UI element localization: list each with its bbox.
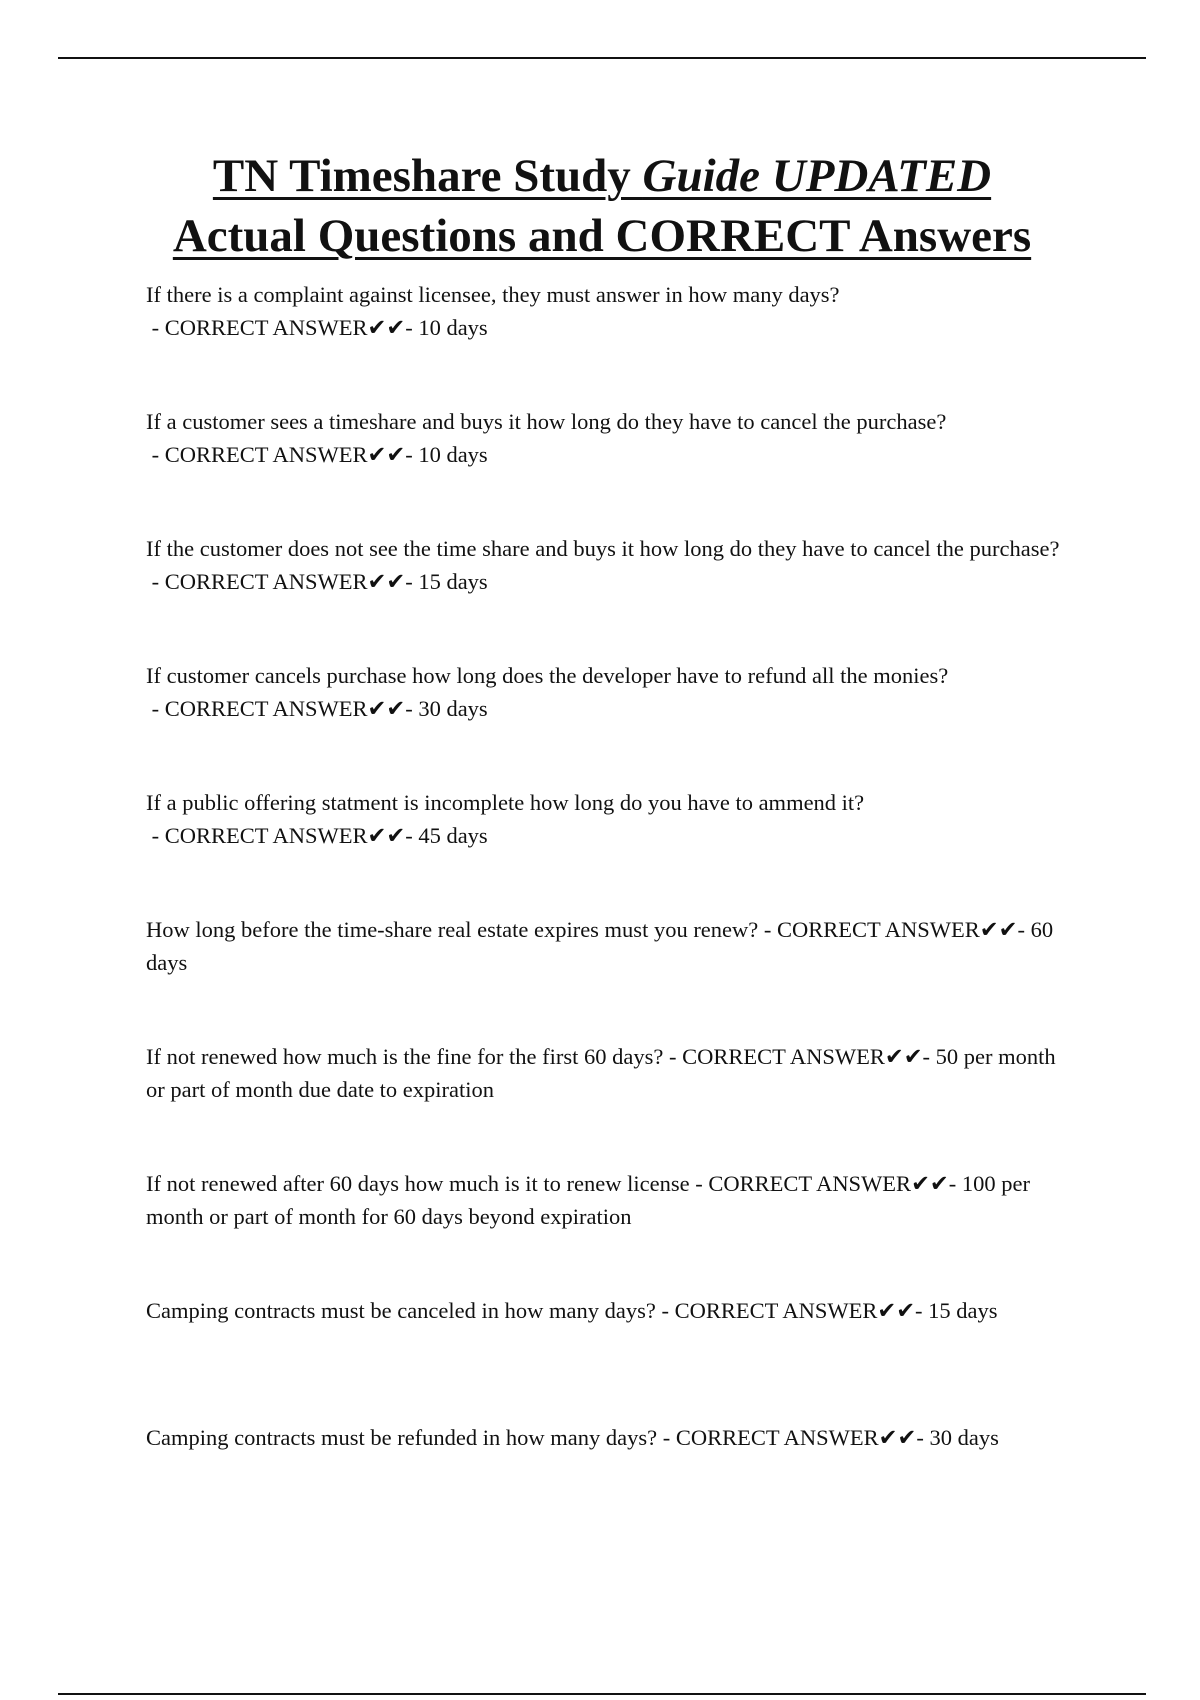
answer-text: 15 days xyxy=(418,569,488,594)
answer-text: 30 days xyxy=(929,1425,999,1450)
correct-answer-marker: - CORRECT ANSWER✔✔- xyxy=(657,1425,930,1450)
answer-text: 30 days xyxy=(418,696,488,721)
question-text: Camping contracts must be refunded in how many days? xyxy=(146,1425,658,1450)
qa-item xyxy=(146,913,1066,979)
qa-item xyxy=(146,532,1066,598)
qa-item xyxy=(146,1167,1066,1233)
title-line-2: Actual Questions and CORRECT Answers xyxy=(172,210,1032,262)
answer-text: 10 days xyxy=(418,315,488,340)
question-text: How long before the time-share real estate expires must you renew? xyxy=(146,917,759,942)
correct-answer-marker: - CORRECT ANSWER✔✔- xyxy=(146,315,419,340)
answer-text: 15 days xyxy=(928,1298,998,1323)
correct-answer-marker: - CORRECT ANSWER✔✔- xyxy=(146,696,419,721)
answer-text: 50 per month or part of month due date to expiration xyxy=(146,1044,1056,1102)
qa-item xyxy=(146,786,1066,852)
question-text: If customer cancels purchase how long does the developer have to refund all the monies? xyxy=(146,663,949,688)
question-text: If there is a complaint against licensee, they must answer in how many days? xyxy=(146,282,840,307)
question-text: If the customer does not see the time share and buys it how long do they have to cancel the purchase? xyxy=(146,536,1060,561)
title-text-regular: TN Timeshare Study xyxy=(212,150,643,202)
correct-answer-marker: - CORRECT ANSWER✔✔- xyxy=(663,1044,936,1069)
qa-item xyxy=(146,1421,1066,1487)
qa-item xyxy=(146,659,1066,725)
question-answer-list xyxy=(146,278,1066,1548)
bottom-divider xyxy=(58,1693,1146,1695)
question-text: Camping contracts must be canceled in how many days? xyxy=(146,1298,656,1323)
question-text: If not renewed how much is the fine for the first 60 days? xyxy=(146,1044,664,1069)
top-divider xyxy=(58,57,1146,59)
qa-item xyxy=(146,278,1066,344)
title-text-italic: Guide UPDATED xyxy=(642,150,992,202)
title-line-1 xyxy=(58,146,1146,206)
answer-text: 45 days xyxy=(418,823,488,848)
answer-text: 60 days xyxy=(146,917,1054,975)
correct-answer-marker: - CORRECT ANSWER✔✔- xyxy=(655,1298,929,1323)
qa-item xyxy=(146,405,1066,471)
question-text: If a customer sees a timeshare and buys it how long do they have to cancel the purchase? xyxy=(146,409,947,434)
qa-item xyxy=(146,1040,1066,1106)
question-text: If a public offering statment is incomplete how long do you have to ammend it? xyxy=(146,790,865,815)
correct-answer-marker: - CORRECT ANSWER✔✔- xyxy=(689,1171,962,1196)
correct-answer-marker: - CORRECT ANSWER✔✔- xyxy=(146,442,419,467)
document-title xyxy=(58,146,1146,266)
question-text: If not renewed after 60 days how much is it to renew license xyxy=(146,1171,690,1196)
answer-text: 100 per month or part of month for 60 days beyond expiration xyxy=(146,1171,1030,1229)
correct-answer-marker: - CORRECT ANSWER✔✔- xyxy=(146,823,419,848)
correct-answer-marker: - CORRECT ANSWER✔✔- xyxy=(146,569,419,594)
correct-answer-marker: - CORRECT ANSWER✔✔- xyxy=(758,917,1031,942)
answer-text: 10 days xyxy=(418,442,488,467)
qa-item xyxy=(146,1294,1066,1360)
